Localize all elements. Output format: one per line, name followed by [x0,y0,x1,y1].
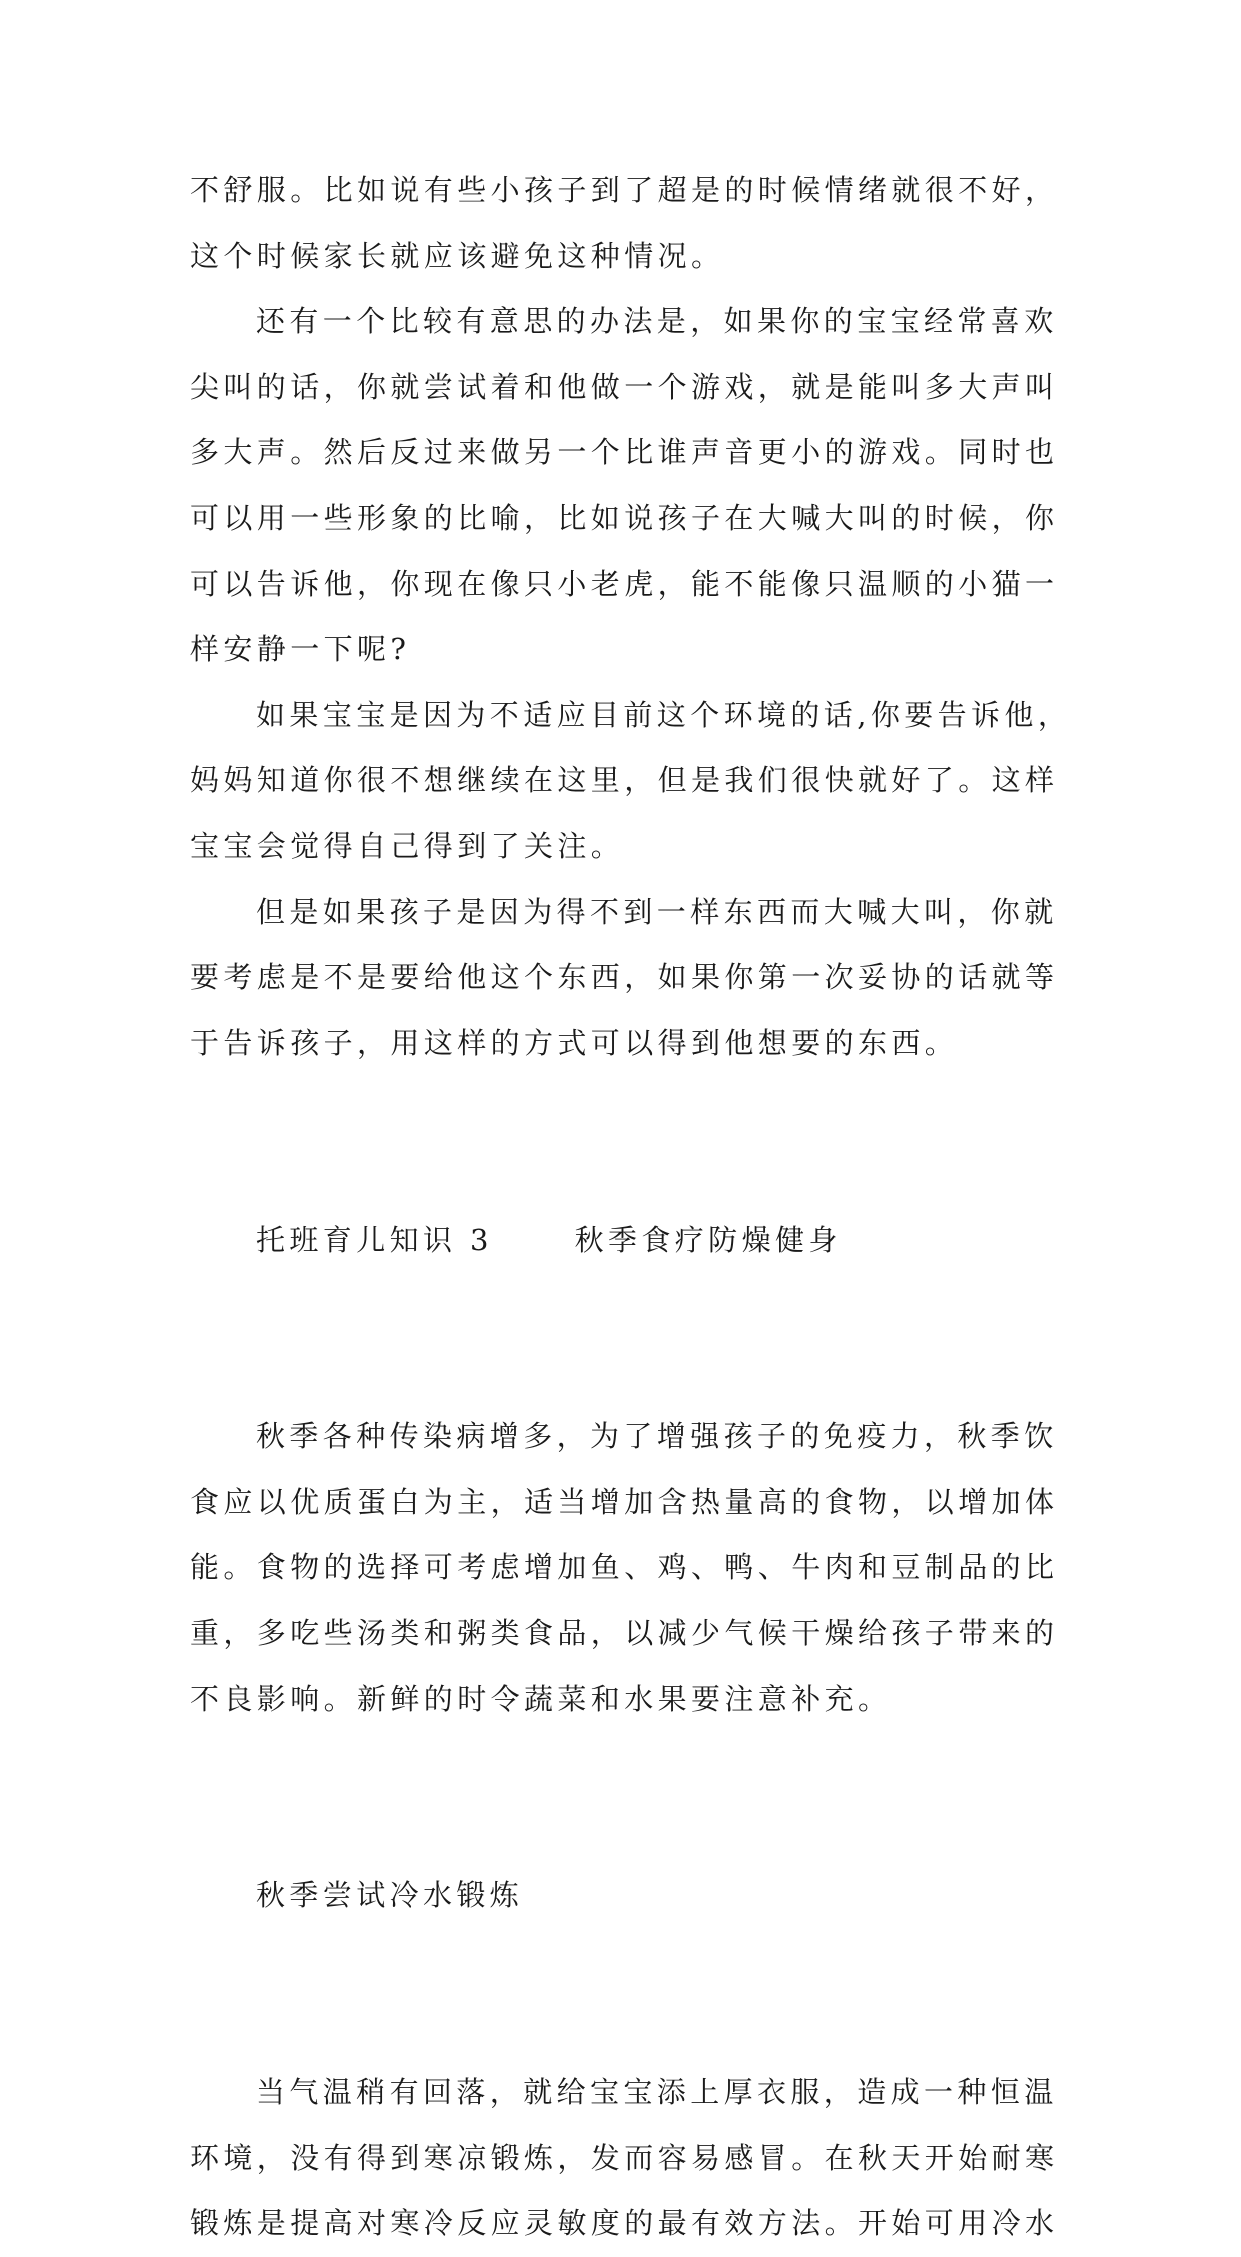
text-line: 尖叫的话，你就尝试着和他做一个游戏，就是能叫多大声叫 [190,369,1059,404]
text-line: 不舒服。比如说有些小孩子到了超是的时候情绪就很不好， [190,173,1059,207]
text-line: 样安静一下呢? [190,632,411,667]
paragraph [190,880,1059,1077]
text-line: 于告诉孩子，用这样的方式可以得到他想要的东西。 [190,1025,959,1060]
text-line: 重，多吃些汤类和粥类食品，以减少气候干燥给孩子带来的 [190,1616,1059,1651]
text-line: 还有一个比较有意思的办法是，如果你的宝宝经常喜欢 [256,304,1058,339]
text-line: 如果宝宝是因为不适应目前这个环境的话,你要告诉他， [256,697,1072,732]
text-line: 要考虑是不是要给他这个东西，如果你第一次妥协的话就等 [190,960,1059,995]
text-line: 锻炼是提高对寒冷反应灵敏度的最有效方法。开始可用冷水 [190,2206,1059,2241]
paragraph [190,289,1059,683]
text-line: 当气温稍有回落，就给宝宝添上厚衣服，造成一种恒温 [256,2075,1058,2110]
heading-line: 秋季尝试冷水锻炼 [256,1878,524,1913]
text-line: 环境，没有得到寒凉锻炼，发而容易感冒。在秋天开始耐寒 [190,2140,1059,2175]
text-line: 可以用一些形象的比喻，比如说孩子在大喊大叫的时候，你 [190,500,1059,535]
text-line: 宝宝会觉得自己得到了关注。 [190,828,625,863]
paragraph [190,1404,1059,1732]
text-line: 能。食物的选择可考虑增加鱼、鸡、鸭、牛肉和豆制品的比 [190,1550,1059,1585]
paragraph [190,2060,1059,2257]
text-line: 可以告诉他，你现在像只小老虎，能不能像只温顺的小猫一 [190,566,1059,601]
text-line: 但是如果孩子是因为得不到一样东西而大喊大叫，你就 [256,894,1058,929]
text-line: 妈妈知道你很不想继续在这里，但是我们很快就好了。这样 [190,763,1059,798]
text-line: 不良影响。新鲜的时令蔬菜和水果要注意补充。 [190,1681,892,1716]
heading-line: 托班育儿知识 3 秋季食疗防燥健身 [256,1222,842,1257]
paragraph-continuation [190,158,1059,289]
text-line: 秋季各种传染病增多，为了增强孩子的免疫力，秋季饮 [256,1419,1058,1454]
section-heading [190,1076,1056,1404]
text-line: 食应以优质蛋白为主，适当增加含热量高的食物，以增加体 [190,1484,1059,1519]
section-heading [190,1732,1056,2060]
text-line: 这个时候家长就应该避免这种情况。 [190,238,725,273]
paragraph [190,683,1072,880]
document-body [190,158,1072,2257]
text-line: 多大声。然后反过来做另一个比谁声音更小的游戏。同时也 [190,435,1059,470]
